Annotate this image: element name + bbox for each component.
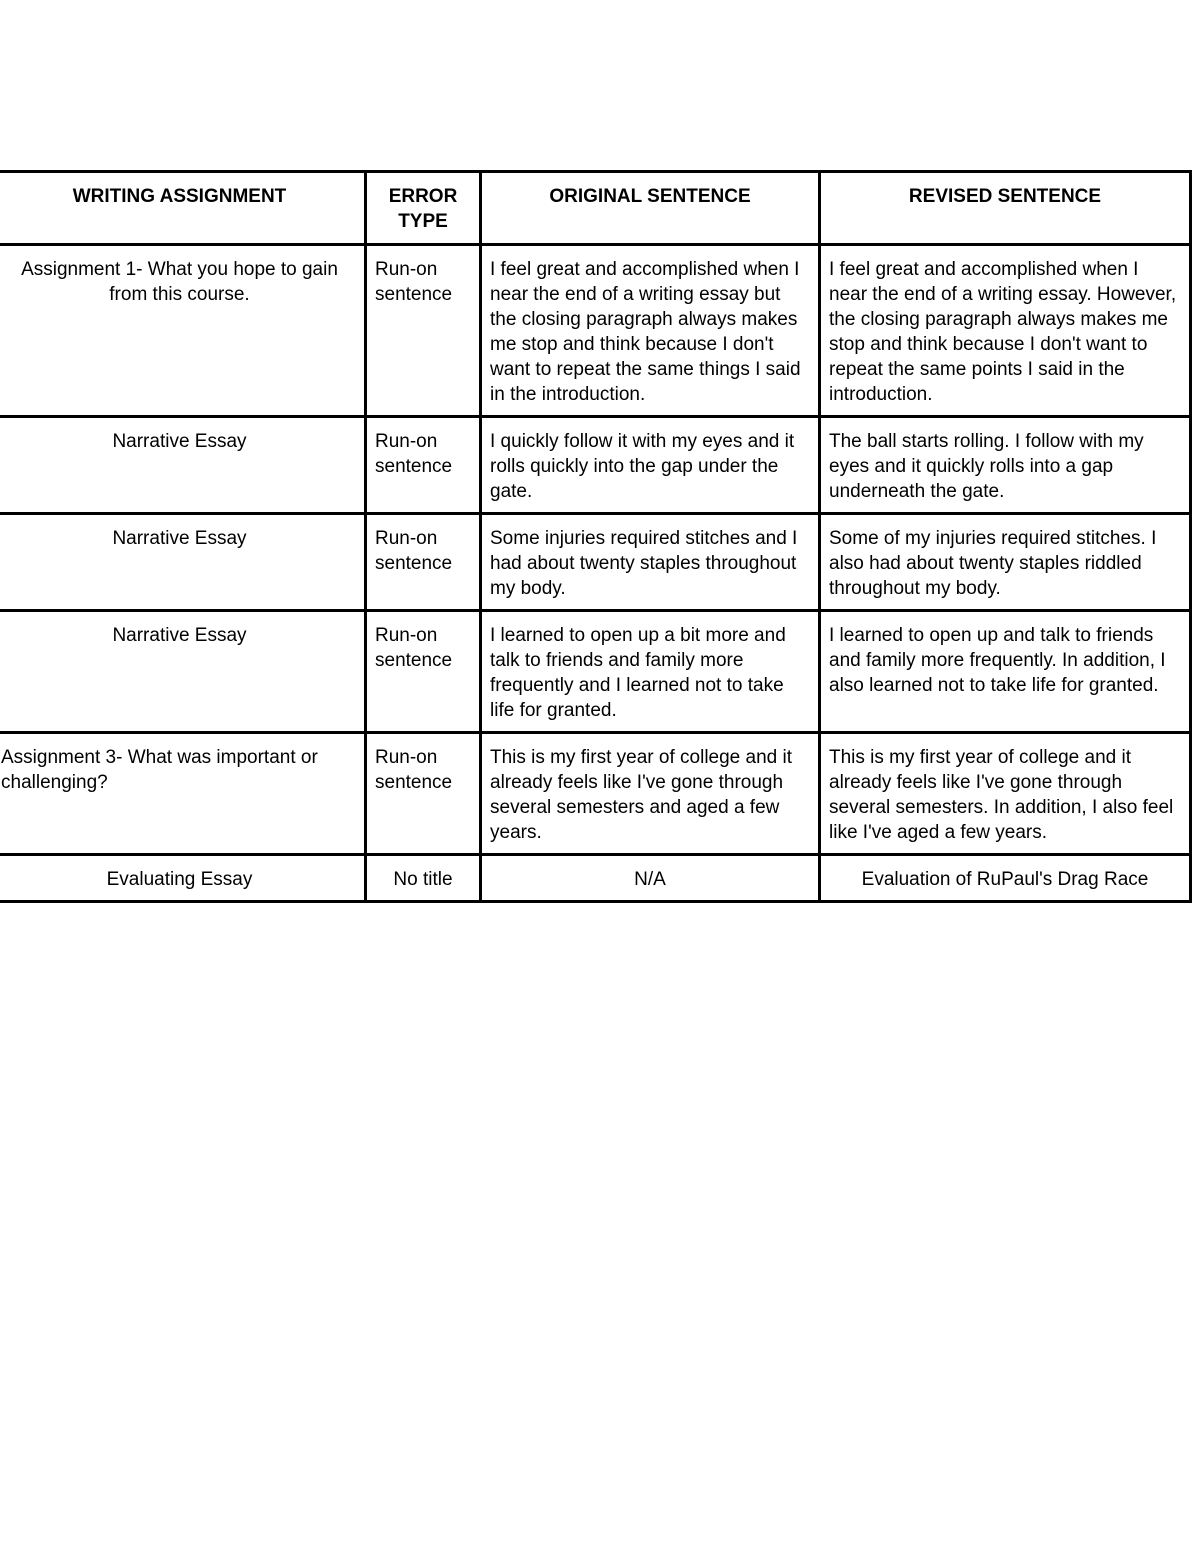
- cell-error-type: Run-on sentence: [366, 245, 481, 417]
- table-row: [0, 417, 1191, 514]
- cell-original-sentence: N/A: [481, 855, 820, 902]
- table-row: [0, 611, 1191, 733]
- header-error-type: ERROR TYPE: [366, 172, 481, 245]
- cell-assignment: Evaluating Essay: [0, 855, 366, 902]
- cell-assignment: Narrative Essay: [0, 514, 366, 611]
- cell-assignment: Assignment 3- What was important or challenging?: [0, 733, 366, 855]
- cell-original-sentence: Some injuries required stitches and I had about twenty staples throughout my body.: [481, 514, 820, 611]
- cell-original-sentence: I feel great and accomplished when I near the end of a writing essay but the closing paragraph always makes me stop and think because I don't want to repeat the same things I said in the introduction.: [481, 245, 820, 417]
- cell-assignment: Assignment 1- What you hope to gain from this course.: [0, 245, 366, 417]
- cell-revised-sentence: Evaluation of RuPaul's Drag Race: [820, 855, 1191, 902]
- table-row: [0, 855, 1191, 902]
- cell-error-type: Run-on sentence: [366, 417, 481, 514]
- cell-assignment: Narrative Essay: [0, 417, 366, 514]
- cell-revised-sentence: This is my first year of college and it already feels like I've gone through several semesters. In addition, I also feel like I've aged a few years.: [820, 733, 1191, 855]
- cell-revised-sentence: I feel great and accomplished when I near the end of a writing essay. However, the closing paragraph always makes me stop and think because I don't want to repeat the same points I said in the introduction.: [820, 245, 1191, 417]
- header-original-sentence: ORIGINAL SENTENCE: [481, 172, 820, 245]
- cell-original-sentence: I quickly follow it with my eyes and it rolls quickly into the gap under the gate.: [481, 417, 820, 514]
- error-revision-table: [0, 170, 1192, 903]
- table-header-row: [0, 172, 1191, 245]
- table-row: [0, 733, 1191, 855]
- header-revised-sentence: REVISED SENTENCE: [820, 172, 1191, 245]
- cell-original-sentence: This is my first year of college and it already feels like I've gone through several semesters and aged a few years.: [481, 733, 820, 855]
- cell-error-type: Run-on sentence: [366, 733, 481, 855]
- cell-error-type: No title: [366, 855, 481, 902]
- cell-revised-sentence: Some of my injuries required stitches. I also had about twenty staples riddled throughout my body.: [820, 514, 1191, 611]
- table-row: [0, 245, 1191, 417]
- cell-revised-sentence: The ball starts rolling. I follow with my eyes and it quickly rolls into a gap underneath the gate.: [820, 417, 1191, 514]
- cell-original-sentence: I learned to open up a bit more and talk to friends and family more frequently and I learned not to take life for granted.: [481, 611, 820, 733]
- cell-assignment: Narrative Essay: [0, 611, 366, 733]
- cell-revised-sentence: I learned to open up and talk to friends and family more frequently. In addition, I also learned not to take life for granted.: [820, 611, 1191, 733]
- cell-error-type: Run-on sentence: [366, 611, 481, 733]
- table-row: [0, 514, 1191, 611]
- cell-error-type: Run-on sentence: [366, 514, 481, 611]
- header-writing-assignment: WRITING ASSIGNMENT: [0, 172, 366, 245]
